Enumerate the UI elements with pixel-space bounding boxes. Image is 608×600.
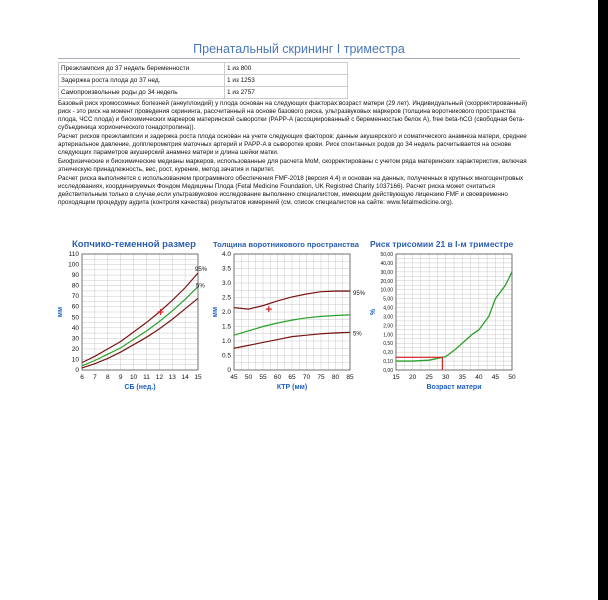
x-tick-label: 85 bbox=[346, 374, 354, 381]
y-tick-label: 0,20 bbox=[383, 350, 393, 357]
risk-label: Задержка роста плода до 37 нед. bbox=[59, 75, 225, 87]
risk-value: 1 из 800 bbox=[225, 63, 348, 75]
y-tick-label: 0.5 bbox=[221, 352, 231, 360]
y-tick-label: 110 bbox=[68, 251, 79, 258]
y-tick-label: 90 bbox=[71, 272, 79, 280]
x-tick-label: 11 bbox=[143, 374, 150, 381]
y-tick-label: 50 bbox=[71, 314, 79, 322]
nt-plot bbox=[205, 236, 377, 391]
y-tick-label: 20 bbox=[71, 345, 79, 353]
chart-title: Толщина воротникового пространства bbox=[213, 240, 359, 249]
data-point-marker bbox=[266, 306, 272, 312]
y-tick-label: 0 bbox=[227, 367, 231, 374]
table-row bbox=[59, 63, 348, 75]
y-tick-label: 50,00 bbox=[380, 252, 393, 258]
y-tick-label: 0,10 bbox=[383, 359, 393, 366]
x-tick-label: 7 bbox=[93, 374, 97, 381]
percentile-label: 95% bbox=[353, 291, 366, 298]
risk-table bbox=[58, 62, 348, 99]
percentile-label: 95% bbox=[195, 266, 208, 273]
x-tick-label: 45 bbox=[230, 374, 238, 381]
x-tick-label: 15 bbox=[194, 374, 202, 381]
percentile-label: 5% bbox=[353, 331, 362, 338]
y-axis-label: мм bbox=[212, 306, 219, 318]
y-tick-label: 40,00 bbox=[380, 260, 393, 267]
y-tick-label: 30,00 bbox=[380, 269, 393, 276]
y-tick-label: 2.0 bbox=[221, 309, 231, 316]
y-axis-label: мм bbox=[57, 306, 64, 318]
y-tick-label: 1,00 bbox=[383, 332, 393, 339]
x-axis-label: КТР (мм) bbox=[276, 384, 308, 391]
chart-title: Копчико-теменной размер bbox=[72, 239, 196, 250]
table-row bbox=[59, 75, 348, 87]
x-tick-label: 13 bbox=[168, 374, 176, 381]
y-tick-label: 2.5 bbox=[221, 294, 231, 302]
chart-title: Риск трисомии 21 в I-м триместре bbox=[370, 239, 514, 249]
y-tick-label: 1.0 bbox=[221, 338, 231, 345]
y-tick-label: 0,00 bbox=[383, 368, 393, 374]
x-tick-label: 30 bbox=[442, 374, 450, 381]
x-tick-label: 45 bbox=[491, 374, 500, 381]
percentile-label: 5% bbox=[196, 283, 205, 290]
x-tick-label: 50 bbox=[244, 374, 253, 381]
crl-plot bbox=[48, 236, 208, 391]
y-tick-label: 80 bbox=[71, 282, 79, 290]
x-tick-label: 50 bbox=[508, 374, 516, 381]
paragraph-base-risk: Базовый риск хромосомных болезней (анеуплоидий) у плода основан на следующих факторах:возраст матери (29 лет). Индивидуальный (скорректированный) риск - это риск на момент проведения скрининга, рассчитанный на основе базового риска, ультразвуковых маркеров (толщина воротникового пространства плода, ЧСС плода) и биохимических маркеров материнской сыворотки (PAPP-A (ассоциированный с беременностью белок А), free beta-hCG (свободная бета-субъединица хорионического гонадотропина)). bbox=[58, 100, 528, 131]
y-tick-label: 30 bbox=[71, 335, 79, 343]
crl-chart bbox=[48, 236, 208, 391]
x-tick-label: 35 bbox=[458, 374, 466, 381]
y-tick-label: 40 bbox=[71, 324, 79, 332]
x-tick-label: 75 bbox=[317, 374, 325, 381]
risk-label: Преэклампсия до 37 недель беременности bbox=[59, 63, 225, 75]
risk-label: Самопроизвольные роды до 34 недель bbox=[59, 87, 225, 99]
x-tick-label: 65 bbox=[288, 374, 296, 381]
x-tick-label: 8 bbox=[105, 374, 110, 381]
y-tick-label: 0 bbox=[75, 367, 79, 374]
x-tick-label: 60 bbox=[273, 374, 282, 381]
trisomy-chart bbox=[368, 236, 528, 391]
table-row bbox=[59, 87, 348, 99]
y-tick-label: 10,00 bbox=[380, 287, 393, 294]
data-point-marker bbox=[158, 309, 164, 315]
x-tick-label: 15 bbox=[392, 374, 400, 381]
trisomy-plot bbox=[368, 236, 528, 391]
paragraph-software: Расчет риска выполняется с использованием программного обеспечения FMF-2018 (версия 4.4) и основан на данных, полученных в крупных многоцентровых исследованиях, координируемых Фондом Медицины Плода (Fetal Medicine Foundation, UK Registred Charity 1037166). Расчет риска может считаться действительным только в случае,если ультразвуковое исследование выполнено специалистом, имеющим действующую лицензию FMF и своевременно проходящим процедуру аудита (контроля качества) результатов измерений (см. список специалистов на сайте: www.fetalmedicine.org). bbox=[58, 175, 524, 206]
y-tick-label: 3.5 bbox=[221, 265, 231, 273]
x-tick-label: 20 bbox=[408, 374, 417, 381]
paragraph-preeclampsia: Расчет рисков преэклампсии и задержка роста плода основан на учете следующих факторов: данные акушерского и соматического анамнеза матери, среднее артериальное давление, допплерометрия маточных артерий и PAPP-A в сыворотке крови. Риск спонтанных родов до 34 недель расчитывается на основе следующих параметров акушерский анамнез матери и длина шейки матки. bbox=[58, 133, 527, 156]
y-tick-label: 100 bbox=[68, 261, 79, 269]
paragraph-biophysical: Биофизические и биохимические медианы маркеров, использованные для расчета MoM, скорректированы с учетом ряда материнских характеристик, включая этническую принадлежность, вес, рост, курение, метод зачатия и паритет. bbox=[58, 158, 527, 173]
risk-value: 1 из 2757 bbox=[225, 87, 348, 99]
y-tick-label: 1.5 bbox=[221, 323, 231, 331]
y-axis-label: % bbox=[370, 308, 377, 316]
risk-value: 1 из 1253 bbox=[225, 75, 348, 87]
y-tick-label: 2,00 bbox=[383, 323, 393, 330]
x-axis-label: Возраст матери bbox=[426, 384, 482, 391]
x-tick-label: 40 bbox=[475, 374, 483, 381]
x-tick-label: 25 bbox=[425, 374, 433, 381]
page-title: Пренатальный скрининг I триместра bbox=[193, 42, 405, 56]
x-tick-label: 70 bbox=[302, 374, 311, 381]
title-divider bbox=[58, 58, 520, 59]
y-tick-label: 10 bbox=[71, 356, 79, 364]
x-tick-label: 10 bbox=[129, 374, 138, 381]
x-tick-label: 12 bbox=[155, 374, 163, 381]
x-axis-label: СБ (нед.) bbox=[124, 384, 156, 391]
x-tick-label: 9 bbox=[118, 374, 123, 381]
y-tick-label: 0,50 bbox=[383, 341, 393, 348]
x-tick-label: 6 bbox=[80, 374, 84, 381]
y-tick-label: 20,00 bbox=[380, 278, 393, 285]
y-tick-label: 5,00 bbox=[383, 296, 393, 303]
x-tick-label: 80 bbox=[331, 374, 340, 381]
y-tick-label: 70 bbox=[71, 293, 79, 301]
window-edge bbox=[598, 0, 608, 600]
x-tick-label: 14 bbox=[181, 374, 189, 381]
nt-chart bbox=[205, 236, 377, 391]
x-tick-label: 55 bbox=[259, 374, 267, 381]
y-tick-label: 4,00 bbox=[383, 305, 393, 312]
y-tick-label: 60 bbox=[71, 303, 79, 311]
y-tick-label: 3.0 bbox=[221, 280, 231, 287]
y-tick-label: 4.0 bbox=[221, 251, 231, 258]
series-line-95pct bbox=[82, 273, 198, 363]
y-tick-label: 3,00 bbox=[383, 314, 393, 321]
